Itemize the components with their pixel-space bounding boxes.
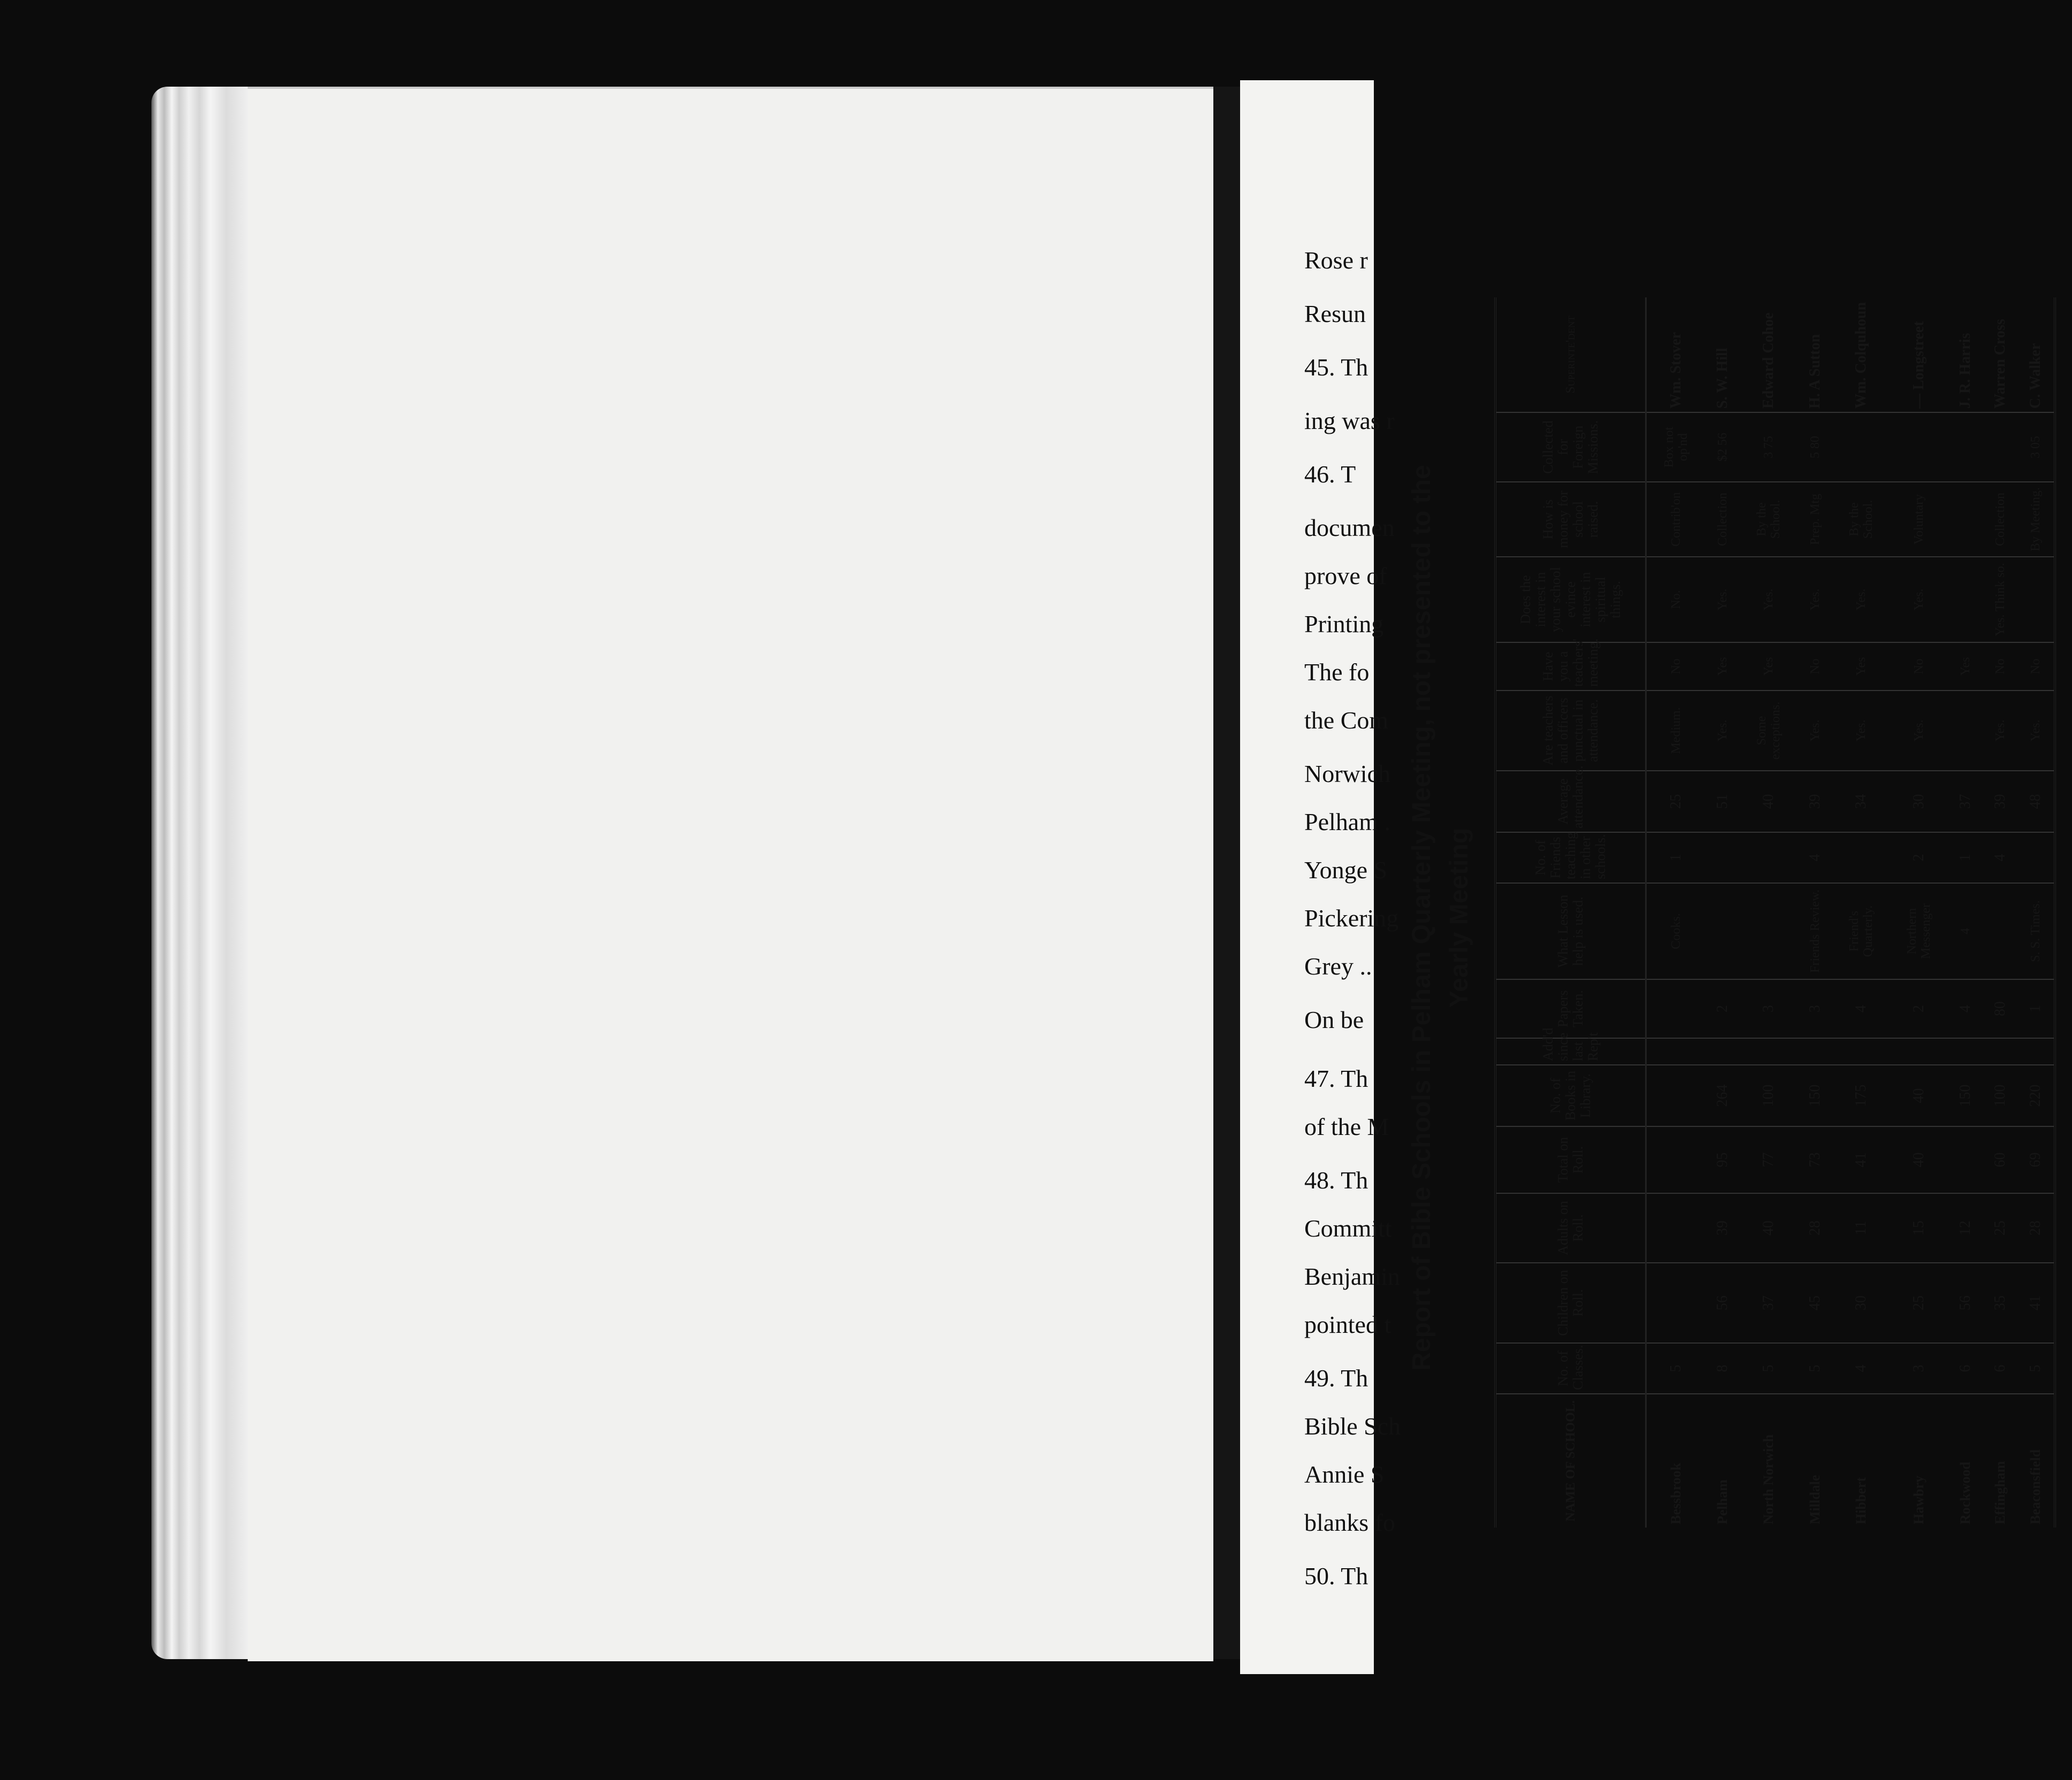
table-cell [1646, 1263, 1706, 1343]
table-row [1890, 297, 1948, 1528]
table-row [1833, 297, 1891, 1528]
table-cell: 4 [1948, 979, 1983, 1038]
table-cell: Friends Review. [1798, 883, 1832, 979]
table-row [1983, 297, 2017, 1528]
table-cell: 1 [2018, 979, 2055, 1038]
table-cell: 4 [1833, 1343, 1891, 1394]
table-row [1740, 297, 1798, 1528]
right-page-text-line: Pickering [1304, 904, 1399, 932]
table-cell: 8 [1705, 1343, 1740, 1394]
table-cell: Wm. Stover [1646, 297, 1706, 412]
table-cell: Yes. [1833, 690, 1891, 771]
table-cell: Yes. [1890, 690, 1948, 771]
table-cell: 69 [2018, 1126, 2055, 1193]
table-cell: Yes. [1705, 690, 1740, 771]
column-header: Papers Taken. [1495, 979, 1646, 1038]
table-cell: 3 [1798, 979, 1832, 1038]
table-cell [1983, 883, 2017, 979]
bible-schools-table [1494, 297, 2056, 1528]
table-row [1646, 297, 1706, 1528]
table-cell: 4 [1798, 832, 1832, 883]
table-cell [1705, 832, 1740, 883]
table-cell [1740, 1038, 1798, 1065]
table-cell: 25 [1646, 771, 1706, 832]
right-page-text-line: 47. Th [1304, 1065, 1368, 1092]
table-cell: 56 [1705, 1263, 1740, 1343]
table-cell [1646, 1126, 1706, 1193]
table-cell: 45 [1798, 1263, 1832, 1343]
table-cell [1740, 832, 1798, 883]
table-cell: Yes [1833, 642, 1891, 690]
column-header: Have you a teachers' meeting. [1495, 642, 1646, 690]
right-page-text-line: Rose r [1304, 247, 1368, 274]
table-cell: No [1983, 642, 2017, 690]
table-cell: 15 [1890, 1193, 1948, 1263]
right-page-text-line: of the M [1304, 1113, 1389, 1140]
table-cell: Edward Cohoe [1740, 297, 1798, 412]
table-cell: 40 [1740, 771, 1798, 832]
column-header: Are teachers and officers punctual in attendance. [1495, 690, 1646, 771]
table-cell: — Longstreet [1890, 297, 1948, 412]
right-page-text-line: Benjamin [1304, 1263, 1400, 1290]
table-cell [1983, 412, 2017, 482]
table-cell: Yes. [1740, 557, 1798, 642]
table-cell: Yes. [1983, 690, 2017, 771]
table-cell: 1 [1646, 832, 1706, 883]
table-cell [2018, 832, 2055, 883]
table-cell: 5 [1646, 1343, 1706, 1394]
title-line-2: Yearly Meeting [1445, 827, 1473, 1008]
table-cell: 39 [1798, 771, 1832, 832]
table-cell [1948, 482, 1983, 557]
table-cell: Yes. [1833, 557, 1891, 642]
table-cell: Northern Messenger [1890, 883, 1948, 979]
school-name-cell: Milldale [1807, 1475, 1823, 1524]
table-cell: 30 [1833, 1263, 1891, 1343]
column-header: Add'd since last Rep't [1495, 1038, 1646, 1065]
table-cell [1646, 1065, 1706, 1126]
right-page-text-line: the Com [1304, 707, 1389, 734]
right-page-text-line: Norwich [1304, 760, 1390, 787]
table-cell: 150 [1948, 1065, 1983, 1126]
table-cell [1948, 690, 1983, 771]
table-cell: 40 [1890, 1065, 1948, 1126]
table-cell: 28 [1798, 1193, 1832, 1263]
table-cell: Cooks. [1646, 883, 1706, 979]
report-title [1403, 276, 1478, 1560]
school-name-cell: Rockwood [1957, 1461, 1973, 1524]
column-header: No. of Classes. [1495, 1343, 1646, 1394]
table-row [1948, 297, 1983, 1528]
column-header: Adults on Roll. [1495, 1193, 1646, 1263]
table-cell: 40 [1740, 1193, 1798, 1263]
table-cell: 12 [1948, 1193, 1983, 1263]
table-cell: Collection [1983, 482, 2017, 557]
column-header: How is money for school raised. [1495, 482, 1646, 557]
table-cell: Collection [1705, 482, 1740, 557]
title-line-1: Report of Bible Schools in Pelham Quarterly Meeting, not presented to the [1408, 465, 1436, 1371]
table-cell: 2 [1890, 979, 1948, 1038]
table-cell: Yes. [1798, 557, 1832, 642]
table-cell: 175 [1833, 1065, 1891, 1126]
table-cell: 30 [1890, 771, 1948, 832]
table-cell: 34 [1833, 771, 1891, 832]
right-page-text-line: Yonge S [1304, 856, 1388, 884]
column-header: Superinte'dent [1495, 297, 1646, 412]
right-page-text-line: Bible Sch [1304, 1413, 1401, 1440]
table-cell: Box not op'nd [1646, 412, 1706, 482]
column-header: Average attendance. [1495, 771, 1646, 832]
table-cell: By Meeting. [2018, 482, 2055, 557]
table-cell: 56 [1948, 1263, 1983, 1343]
table-cell: 35 [1983, 1263, 2017, 1343]
table-cell: By the School. [1833, 482, 1891, 557]
school-name-cell: Bessbrook [1668, 1462, 1684, 1524]
table-cell: 25 [1890, 1263, 1948, 1343]
table-cell [2018, 1038, 2055, 1065]
table-cell: 3 75 [1740, 412, 1798, 482]
table-cell: No [2018, 642, 2055, 690]
table-cell [1705, 883, 1740, 979]
table-cell: 37 [1740, 1263, 1798, 1343]
table-cell: 3 [1740, 979, 1798, 1038]
table-cell [1705, 1038, 1740, 1065]
school-name-cell: Pelham [1714, 1479, 1730, 1524]
table-row [1798, 297, 1832, 1528]
table-cell [1948, 1038, 1983, 1065]
right-page-text-line: 45. Th [1304, 354, 1368, 381]
table-cell: 5 [2018, 1343, 2055, 1394]
table-cell: Warren Cross [1983, 297, 2017, 412]
right-page-text-line: 46. T [1304, 461, 1356, 488]
table-cell [1948, 412, 1983, 482]
right-page-text-line: Resun [1304, 300, 1366, 327]
table-cell: 60 [1983, 1126, 2017, 1193]
right-page-text-line: 49. Th [1304, 1364, 1368, 1392]
table-cell: 5 80 [1798, 412, 1832, 482]
table-cell: 3 05 [2018, 412, 2055, 482]
right-page-text-line: ing was r [1304, 407, 1395, 434]
table-row [2018, 297, 2055, 1528]
right-page-text-line: blanks fo [1304, 1509, 1395, 1536]
table-cell: Friend's Quarterly. [1833, 883, 1891, 979]
column-header: Total on Roll. [1495, 1126, 1646, 1193]
right-page-text-line: prove of [1304, 562, 1387, 589]
right-page-text-line: Annie S [1304, 1461, 1385, 1488]
table-cell: Yes [1948, 642, 1983, 690]
table-cell: 41 [1833, 1126, 1891, 1193]
table-cell [1890, 1038, 1948, 1065]
table-cell: Yes. [1705, 557, 1740, 642]
rotated-report [1377, 276, 2072, 1560]
table-cell: Yes [1740, 642, 1798, 690]
table-cell [2018, 557, 2055, 642]
table-cell: 220 [2018, 1065, 2055, 1126]
right-page-text-line: documen [1304, 514, 1395, 541]
table-cell: No. [1646, 557, 1706, 642]
table-cell: No [1890, 642, 1948, 690]
table-cell: 100 [1740, 1065, 1798, 1126]
table-cell: 4 [1983, 832, 2017, 883]
table-cell: 100 [1983, 1065, 2017, 1126]
table-cell: No [1798, 642, 1832, 690]
table-cell: 25 [1983, 1193, 2017, 1263]
table-cell: S. S. Times. [2018, 883, 2055, 979]
table-cell: 4 [1948, 883, 1983, 979]
table-cell: Voluntary [1890, 482, 1948, 557]
table-cell [1833, 1038, 1891, 1065]
school-name-cell: North Norwich [1761, 1434, 1777, 1524]
table-cell: 51 [1705, 771, 1740, 832]
table-cell: Yes [1705, 642, 1740, 690]
table-cell [1833, 412, 1891, 482]
book-spine [1213, 87, 1240, 1659]
table-cell: 40 [1890, 1126, 1948, 1193]
right-page-text-line: Committ [1304, 1215, 1392, 1242]
table-cell: 5 [1798, 1343, 1832, 1394]
table-cell: 5 [1740, 1343, 1798, 1394]
table-cell: Medium. [1646, 690, 1706, 771]
table-cell: C. Walker [2018, 297, 2055, 412]
table-cell [1890, 412, 1948, 482]
right-page-text-line: 48. Th [1304, 1167, 1368, 1194]
page-edge-stack [151, 87, 248, 1659]
table-cell: J. R. Harris [1948, 297, 1983, 412]
table-cell: 80 [1983, 979, 2017, 1038]
school-name-cell: Effingham [1992, 1461, 2008, 1524]
right-page-text-line: Grey .. [1304, 953, 1372, 980]
table-cell: 48 [2018, 771, 2055, 832]
table-cell: H. A Sutton [1798, 297, 1832, 412]
table-cell [1646, 1193, 1706, 1263]
column-header: NAME OF SCHOOL. [1495, 1394, 1646, 1528]
column-header: Children on Roll. [1495, 1263, 1646, 1343]
table-cell [1740, 883, 1798, 979]
table-cell: 3 [1890, 1343, 1948, 1394]
right-page-text-line: On be [1304, 1006, 1364, 1033]
table-cell [1646, 1038, 1706, 1065]
column-header: What Lesson help is used. [1495, 883, 1646, 979]
table-cell: 39 [1983, 771, 2017, 832]
table-cell [1948, 557, 1983, 642]
table-cell: S. W. Hill [1705, 297, 1740, 412]
right-page-text-line: The fo [1304, 658, 1370, 686]
table-cell: Prep. Mtg [1798, 482, 1832, 557]
table-cell: 28 [2018, 1193, 2055, 1263]
column-header: No. of Friends teaching in other schools. [1495, 832, 1646, 883]
table-cell: 2 [1705, 979, 1740, 1038]
table-cell: 2 [1890, 832, 1948, 883]
table-cell: 264 [1705, 1065, 1740, 1126]
table-cell: 11 [1833, 1193, 1891, 1263]
table-cell: Yes. [1798, 690, 1832, 771]
table-cell: Contrib'on [1646, 482, 1706, 557]
table-cell: No [1646, 642, 1706, 690]
table-cell: Yes. Think so. [1983, 557, 2017, 642]
right-page-text-line: 50. Th [1304, 1562, 1368, 1590]
school-name-cell: Hawbry [1911, 1476, 1927, 1524]
right-page [1240, 80, 1401, 1674]
table-row [1705, 297, 1740, 1528]
column-header: No. of Books in Library. [1495, 1065, 1646, 1126]
table-cell: 39 [1705, 1193, 1740, 1263]
right-page-text-line: Pelham . [1304, 808, 1390, 835]
table-cell: 95 [1705, 1126, 1740, 1193]
table-cell [1798, 1038, 1832, 1065]
school-name-cell: Hibbert [1853, 1477, 1869, 1524]
table-cell: 6 [1948, 1343, 1983, 1394]
table-cell: Wm. Colquhoun [1833, 297, 1891, 412]
table-cell: 73 [1798, 1126, 1832, 1193]
table-cell: Yes. [2018, 690, 2055, 771]
table-cell: 1 [1948, 832, 1983, 883]
table-cell: 4 [1833, 979, 1891, 1038]
table-header-row [1495, 297, 1646, 1528]
table-cell [1983, 1038, 2017, 1065]
table-cell: 41 [2018, 1263, 2055, 1343]
table-cell: 37 [1948, 771, 1983, 832]
school-name-cell: Beaconsfield [2028, 1449, 2044, 1524]
column-header: Collected for Foreign Missions. [1495, 412, 1646, 482]
table-cell: 150 [1798, 1065, 1832, 1126]
table-cell [1948, 1126, 1983, 1193]
column-header: Does the interest in your school evince interest in spiritual things. [1495, 557, 1646, 642]
table-cell: 6 [1983, 1343, 2017, 1394]
table-cell: By the School. [1740, 482, 1798, 557]
table-cell: 77 [1740, 1126, 1798, 1193]
table-cell [1646, 979, 1706, 1038]
table-cell: Some exceptions. [1740, 690, 1798, 771]
right-page-text-line: Printing [1304, 610, 1384, 638]
table-cell: $2 56 [1705, 412, 1740, 482]
table-cell [1833, 832, 1891, 883]
right-page-text-line: pointed t [1304, 1311, 1391, 1338]
table-cell: Yes. [1890, 557, 1948, 642]
